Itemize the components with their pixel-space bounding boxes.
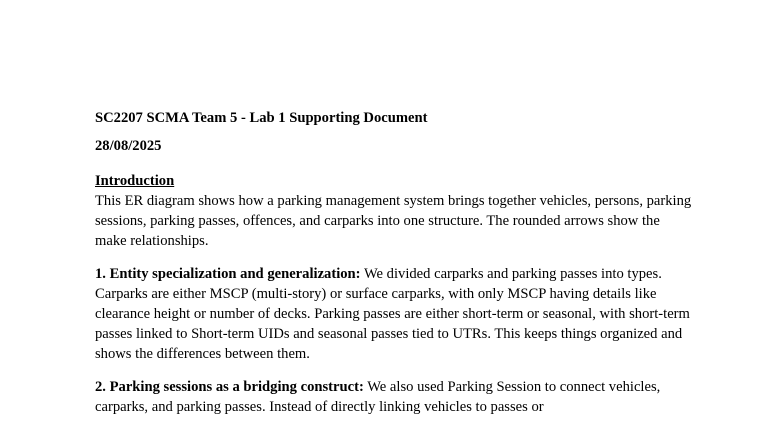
- section-specialization: [95, 264, 695, 364]
- document-date: 28/08/2025: [95, 138, 162, 154]
- introduction-body: This ER diagram shows how a parking management system brings together vehicles, persons, parking sessions, parking passes, offences, and carparks into one structure. The rounded arrows show the make relationships.: [95, 193, 692, 249]
- section-parking-sessions: [95, 377, 695, 417]
- introduction-heading: Introduction: [95, 173, 175, 189]
- section-body: We also used Parking Session to connect vehicles, carparks, and parking passes. Instead of directly linking vehicles to passes or: [95, 379, 661, 415]
- section-number: 2.: [95, 379, 106, 395]
- section-heading: Entity specialization and generalization:: [109, 266, 361, 282]
- document-content: [95, 108, 695, 417]
- section-body: We divided carparks and parking passes into types. Carparks are either MSCP (multi-story) or surface carparks, with only MSCP having details like clearance height or number of decks. Parking passes are either short-term or seasonal, with short-term passes linked to Short-term UIDs and seasonal passes tied to UTRs. This keeps things organized and shows the differences between them.: [95, 266, 690, 362]
- section-heading: Parking sessions as a bridging construct:: [109, 379, 364, 395]
- section-number: 1.: [95, 266, 106, 282]
- document-title: SC2207 SCMA Team 5 - Lab 1 Supporting Document: [95, 110, 428, 126]
